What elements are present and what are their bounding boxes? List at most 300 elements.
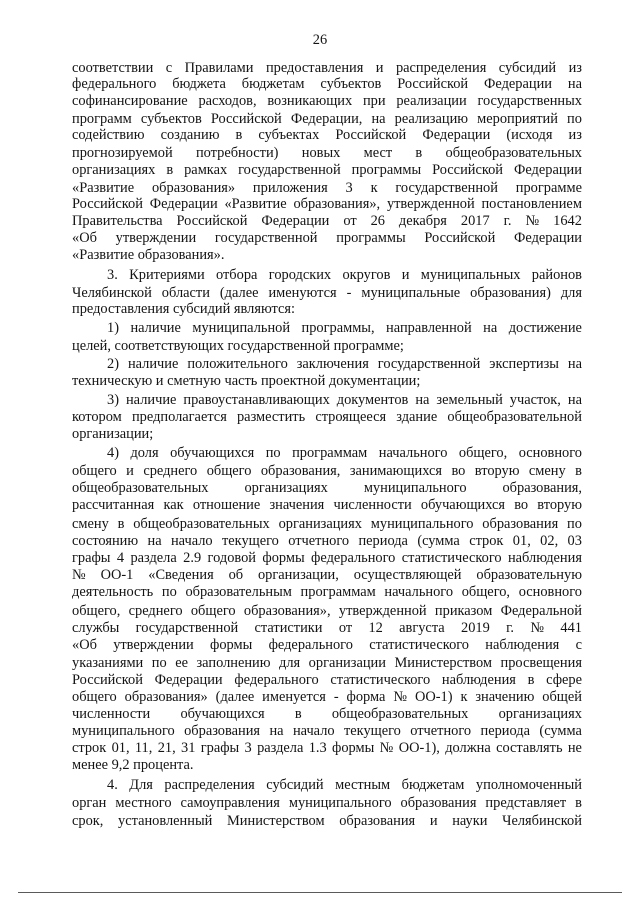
word: утвержденной	[338, 603, 427, 619]
word: для	[279, 655, 301, 671]
word: по	[567, 111, 582, 127]
word: сфере	[546, 672, 582, 688]
word: по	[151, 655, 167, 671]
text-line	[72, 689, 582, 706]
word: экспертизы	[489, 356, 559, 372]
word: Министерством	[227, 813, 325, 829]
word: документов	[336, 392, 409, 408]
word: отчетного	[288, 533, 350, 549]
word: государственной	[238, 162, 341, 178]
word: организациях	[244, 480, 328, 496]
text-line	[72, 813, 582, 830]
word: по	[567, 516, 582, 532]
word: котором	[72, 409, 122, 425]
word: в	[117, 516, 125, 532]
word: общего,	[72, 603, 121, 619]
word: муниципального	[370, 516, 474, 532]
word: потребности)	[195, 145, 279, 161]
word: указаниями	[72, 655, 144, 671]
word: новых	[301, 145, 341, 161]
word: периода	[480, 723, 530, 739]
text-line	[72, 93, 582, 110]
word: с	[575, 637, 582, 653]
text-line	[72, 672, 582, 689]
word: формы	[210, 637, 253, 653]
word: Правительства	[72, 213, 163, 229]
text-line	[72, 145, 582, 162]
text-line	[72, 516, 582, 533]
word: в	[294, 706, 302, 722]
text-line	[72, 603, 582, 620]
word: общего	[72, 463, 117, 479]
word: от	[343, 213, 357, 229]
word: статистического	[369, 637, 470, 653]
word: соответствии	[72, 60, 154, 76]
text-line: целей, соответствующих государственной программе;	[72, 338, 404, 354]
word: 1.3	[308, 740, 327, 756]
word: государственных	[477, 93, 582, 109]
word: в	[575, 463, 582, 479]
text-line	[72, 463, 582, 480]
word: реализации	[396, 93, 467, 109]
word: бюджетам	[241, 76, 305, 92]
word: Федерации,	[290, 111, 363, 127]
word: начального	[384, 584, 454, 600]
word: составлять	[496, 740, 563, 756]
word: рамках	[184, 162, 228, 178]
word: Челябинской	[502, 813, 582, 829]
word: доля	[130, 445, 159, 461]
word: как	[163, 497, 184, 513]
word: на	[483, 320, 498, 336]
word: «Развитие	[224, 196, 287, 212]
word: утвержденной	[386, 196, 475, 212]
word: декабря	[398, 213, 447, 229]
text-line: техническую и сметную часть проектной документации;	[72, 373, 421, 389]
text-line	[72, 567, 582, 584]
word: федерального	[268, 637, 353, 653]
word: реализацию	[394, 111, 469, 127]
word: муниципальных	[420, 267, 521, 283]
bottom-scan-edge	[18, 892, 622, 893]
word: №	[72, 567, 86, 583]
word: общего	[72, 689, 117, 705]
word: статистического	[330, 672, 431, 688]
word: ОО-1)	[414, 689, 453, 705]
word: наличие	[127, 356, 179, 372]
text-line	[72, 196, 582, 213]
word: области	[161, 285, 210, 301]
text-line	[107, 267, 582, 284]
word: «Об	[72, 637, 97, 653]
word: Федерации	[513, 162, 582, 178]
word: федерального	[311, 550, 396, 566]
word: приложения	[252, 180, 328, 196]
word: субсидий	[266, 777, 324, 793]
word: государственной	[214, 230, 318, 246]
word: «Об	[72, 230, 97, 246]
word: наличие	[130, 320, 181, 336]
word: на	[371, 111, 386, 127]
word: возникающих	[267, 93, 353, 109]
word: распределения	[395, 60, 487, 76]
word: Для	[129, 777, 153, 793]
word: статистического	[401, 550, 502, 566]
word: в	[575, 795, 582, 811]
word: графы	[200, 740, 240, 756]
word: уполномоченный	[475, 777, 582, 793]
word: Российской	[397, 76, 469, 92]
word: «Развитие	[72, 180, 135, 196]
word: Правилами	[184, 60, 254, 76]
word: состоянию	[72, 533, 139, 549]
word: занимающихся	[349, 463, 443, 479]
text-line	[72, 620, 582, 637]
word: положительного	[187, 356, 288, 372]
word: 3	[244, 740, 252, 756]
word: 2017	[460, 213, 490, 229]
word: созданию	[160, 127, 220, 143]
word: общеобразовательных	[133, 516, 270, 532]
word: просвещения	[500, 655, 582, 671]
word: государственной	[135, 620, 239, 636]
word: программы	[336, 230, 406, 246]
word: муниципального	[72, 723, 175, 739]
word: и	[401, 267, 410, 283]
word: 3.	[107, 267, 118, 283]
word: утверждении	[113, 637, 194, 653]
word: образования»	[151, 180, 236, 196]
word: г.	[503, 213, 512, 229]
word: с	[165, 60, 173, 76]
word: заключения	[296, 356, 369, 372]
word: Российской	[72, 196, 143, 212]
word: орган	[72, 795, 107, 811]
word: наблюдения	[485, 637, 560, 653]
word: №	[393, 689, 408, 705]
word: программ	[72, 111, 132, 127]
word: приказом	[434, 603, 493, 619]
text-line	[72, 162, 582, 179]
word: численности	[333, 497, 412, 513]
word: графы	[72, 550, 111, 566]
word: вторую	[537, 497, 582, 513]
word: на	[269, 723, 284, 739]
word: Министерством	[394, 655, 493, 671]
word: общего,	[461, 584, 511, 600]
word: формы	[332, 740, 375, 756]
word: строк	[469, 533, 504, 549]
text-line	[72, 230, 582, 247]
word: заполнению	[196, 655, 271, 671]
text-line	[72, 480, 582, 497]
word: установленный	[118, 813, 213, 829]
word: образования)	[470, 285, 551, 301]
word: на	[415, 392, 430, 408]
word: местным	[335, 777, 391, 793]
text-line: «Развитие образования».	[72, 247, 225, 263]
word: годовой	[207, 550, 256, 566]
word: предоставления	[265, 60, 364, 76]
word: и	[375, 60, 384, 76]
word: общей	[542, 689, 582, 705]
word: (исходя	[506, 127, 553, 143]
word: бюджетам	[401, 777, 465, 793]
word: образовательную	[476, 567, 582, 583]
word: №	[379, 740, 394, 756]
word: наблюдения	[441, 672, 516, 688]
word: здание	[396, 409, 438, 425]
word: округов	[342, 267, 391, 283]
word: на	[147, 533, 162, 549]
word: ее	[175, 655, 188, 671]
text-line	[72, 409, 582, 426]
text-line	[72, 637, 582, 654]
text-line	[72, 723, 582, 740]
word: статистики	[254, 620, 323, 636]
word: муниципальной	[192, 320, 291, 336]
word: общего,	[458, 445, 508, 461]
word: 01,	[512, 533, 531, 549]
word: раздела	[130, 550, 177, 566]
text-line	[107, 320, 582, 337]
word: 1642	[553, 213, 582, 229]
word: г.	[506, 620, 515, 636]
word: 4	[116, 550, 125, 566]
word: 12	[368, 620, 383, 636]
word: именуются	[268, 285, 337, 301]
word: на	[567, 392, 582, 408]
word: образования»,	[243, 603, 331, 619]
word: 3	[345, 180, 353, 196]
text-line	[72, 497, 582, 514]
word: строящееся	[315, 409, 387, 425]
word: основного	[518, 445, 582, 461]
word: ОО-1	[100, 567, 134, 583]
word: субъектов	[140, 111, 202, 127]
word: самоуправления	[180, 795, 280, 811]
word: обучающихся	[170, 445, 255, 461]
word: августа	[399, 620, 445, 636]
word: в	[415, 145, 423, 161]
word: 2019	[461, 620, 490, 636]
word: программы,	[301, 320, 375, 336]
word: участок,	[509, 392, 561, 408]
word: на	[567, 356, 582, 372]
page-number: 26	[312, 32, 328, 48]
word: 4.	[107, 777, 118, 793]
word: основного	[518, 584, 582, 600]
word: срок,	[72, 813, 104, 829]
word: федерального	[234, 672, 319, 688]
text-line	[107, 777, 582, 794]
word: Федерации	[261, 213, 330, 229]
word: к	[460, 689, 468, 705]
word: вторую	[474, 463, 520, 479]
word: 31	[181, 740, 196, 756]
word: районов	[531, 267, 582, 283]
word: постановлением	[481, 196, 582, 212]
word: формы	[262, 550, 305, 566]
text-line: предоставления субсидий являются:	[72, 301, 295, 317]
text-line: организации;	[72, 426, 154, 442]
word: наблюдения	[507, 550, 582, 566]
word: государственной	[377, 356, 481, 372]
word: Федерации	[154, 672, 223, 688]
word: 02,	[540, 533, 559, 549]
word: Российской	[72, 672, 143, 688]
word: образования	[184, 723, 261, 739]
text-line	[72, 180, 582, 197]
word: наличие	[125, 392, 177, 408]
word: образования	[339, 813, 416, 829]
word: значению	[475, 689, 535, 705]
word: образования	[482, 516, 559, 532]
word: не	[567, 740, 582, 756]
word: образования»	[124, 689, 208, 705]
word: от	[338, 620, 353, 636]
word: в	[527, 672, 535, 688]
word: мест	[363, 145, 393, 161]
word: Российской	[432, 162, 504, 178]
word: субъектов	[320, 76, 382, 92]
word: программам	[292, 445, 368, 461]
word: отношение	[192, 497, 261, 513]
word: достижение	[508, 320, 582, 336]
word: «Сведения	[148, 567, 214, 583]
word: 4)	[107, 445, 119, 461]
word: из	[568, 127, 582, 143]
word: форма	[346, 689, 386, 705]
word: 26	[370, 213, 385, 229]
word: во	[514, 497, 529, 513]
word: организации,	[257, 567, 339, 583]
word: (сумма	[417, 533, 460, 549]
text-line	[72, 550, 582, 567]
word: об	[228, 567, 244, 583]
word: численности	[72, 706, 151, 722]
word: общего	[190, 603, 236, 619]
word: должна	[445, 740, 491, 756]
word: -	[346, 285, 352, 301]
word: Федерации	[514, 230, 582, 246]
word: во	[451, 463, 466, 479]
word: муниципальные	[361, 285, 461, 301]
word: для	[560, 285, 582, 301]
word: и	[126, 463, 134, 479]
word: 11,	[134, 740, 153, 756]
text-line	[72, 584, 582, 601]
word: (далее	[219, 285, 259, 301]
word: Федеральной	[500, 603, 582, 619]
word: образования	[400, 795, 477, 811]
word: отчетного	[410, 723, 472, 739]
word: мероприятий	[477, 111, 558, 127]
text-line: менее 9,2 процента.	[72, 757, 194, 773]
word: раздела	[257, 740, 304, 756]
word: и	[429, 813, 438, 829]
word: 21,	[157, 740, 176, 756]
word: содействию	[72, 127, 145, 143]
word: государственной	[395, 180, 498, 196]
word: периода	[358, 533, 408, 549]
word: Федерации	[422, 127, 491, 143]
word: общеобразовательных	[72, 480, 209, 496]
word: софинансирование	[72, 93, 188, 109]
word: организациях	[498, 706, 582, 722]
word: начального	[378, 445, 448, 461]
word: среднего	[143, 463, 198, 479]
word: 2.9	[183, 550, 202, 566]
word: направленной	[386, 320, 472, 336]
word: бюджета	[172, 76, 226, 92]
word: Критериями	[129, 267, 205, 283]
word: №	[530, 620, 545, 636]
word: общеобразовательной	[447, 409, 582, 425]
word: образования»,	[293, 196, 381, 212]
word: на	[567, 76, 582, 92]
word: в	[235, 127, 243, 143]
word: Челябинской	[72, 285, 152, 301]
text-line	[72, 60, 582, 77]
word: ОО-1),	[398, 740, 440, 756]
text-line	[72, 76, 582, 93]
word: среднего	[128, 603, 183, 619]
word: субъектах	[258, 127, 320, 143]
word: текущего	[343, 723, 401, 739]
text-line	[107, 356, 582, 373]
word: программам	[300, 584, 376, 600]
text-line	[107, 392, 582, 409]
word: в	[166, 162, 174, 178]
word: городских	[268, 267, 332, 283]
word: общеобразовательных	[445, 145, 582, 161]
word: рассчитанная	[72, 497, 155, 513]
word: Российской	[210, 111, 282, 127]
word: отбора	[216, 267, 258, 283]
word: Российской	[335, 127, 407, 143]
text-line	[107, 445, 582, 462]
word: Российской	[424, 230, 496, 246]
word: общеобразовательных	[331, 706, 469, 722]
word: федерального	[72, 76, 157, 92]
word: субсидий	[498, 60, 557, 76]
word: №	[525, 213, 540, 229]
word: разместить	[236, 409, 306, 425]
word: правоустанавливающих	[183, 392, 330, 408]
word: по	[161, 584, 177, 600]
word: (сумма	[539, 723, 582, 739]
word: 3)	[107, 392, 119, 408]
word: науки	[452, 813, 488, 829]
word: (далее	[215, 689, 255, 705]
word: образования,	[260, 463, 341, 479]
word: программы	[351, 162, 422, 178]
word: службы	[72, 620, 120, 636]
word: предполагается	[131, 409, 227, 425]
word: утверждении	[115, 230, 197, 246]
word: 441	[560, 620, 582, 636]
word: местного	[115, 795, 172, 811]
word: значения	[269, 497, 325, 513]
text-line	[72, 533, 582, 550]
word: 2)	[107, 356, 119, 372]
word: программе	[515, 180, 582, 196]
word: обучающихся	[420, 497, 506, 513]
word: Федерации	[484, 76, 552, 92]
word: строк	[72, 740, 107, 756]
word: -	[333, 689, 339, 705]
